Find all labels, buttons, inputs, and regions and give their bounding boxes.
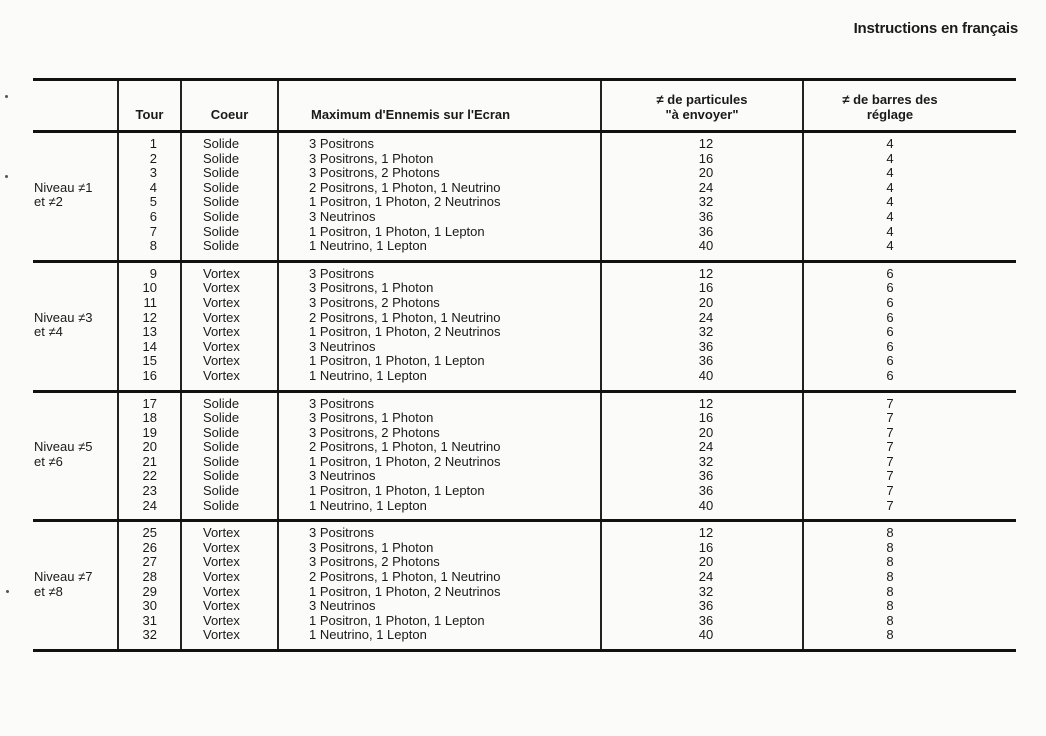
particules-value: 16 xyxy=(698,539,714,555)
ennemis-value: 3 Positrons, 1 Photon xyxy=(309,280,434,296)
particules-cell xyxy=(601,521,803,651)
tour-number: 11 xyxy=(143,294,157,310)
coeur-value: Vortex xyxy=(203,294,240,310)
tour-number: 13 xyxy=(142,324,157,340)
ennemis-value: 3 Neutrinos xyxy=(309,598,376,614)
ennemis-value: 3 Positrons xyxy=(309,136,375,151)
ennemis-value: 3 Positrons, 2 Photons xyxy=(309,424,440,440)
coeur-value: Vortex xyxy=(203,265,240,281)
header-coeur: Coeur xyxy=(181,80,278,132)
particules-value: 20 xyxy=(698,294,714,310)
barres-value: 4 xyxy=(886,179,894,195)
barres-value: 4 xyxy=(886,194,894,210)
barres-value: 6 xyxy=(886,367,894,383)
coeur-value: Solide xyxy=(203,208,240,224)
header-tour: Tour xyxy=(118,80,181,132)
header-maximum-ennemis: Maximum d'Ennemis sur l'Ecran xyxy=(278,80,601,132)
particules-cell xyxy=(601,261,803,391)
tour-number: 23 xyxy=(142,483,157,499)
particules-value: 32 xyxy=(698,583,714,599)
niveau-label: et ≠6 xyxy=(34,453,63,469)
particules-value: 24 xyxy=(698,179,714,195)
ennemis-cell xyxy=(278,261,601,391)
ennemis-value: 2 Positrons, 1 Photon, 1 Neutrino xyxy=(309,179,501,195)
coeur-value: Vortex xyxy=(203,367,240,383)
tour-number: 22 xyxy=(142,468,157,484)
barres-value: 7 xyxy=(886,483,894,499)
particules-value: 16 xyxy=(698,280,714,296)
barres-value: 8 xyxy=(886,554,894,570)
levels-table xyxy=(33,78,1016,652)
particules-value: 12 xyxy=(698,395,714,411)
barres-value: 8 xyxy=(886,525,894,541)
table-row xyxy=(33,521,1016,651)
page-title: Instructions en français xyxy=(853,20,1018,37)
barres-cell xyxy=(803,132,1016,262)
particules-value: 36 xyxy=(698,612,714,628)
coeur-value: Vortex xyxy=(203,569,240,585)
barres-value: 6 xyxy=(886,324,894,340)
tour-number: 29 xyxy=(142,583,157,599)
table-body xyxy=(33,132,1016,651)
tour-number: 21 xyxy=(142,453,157,469)
tour-number: 18 xyxy=(142,410,157,426)
niveau-label: Niveau ≠1 xyxy=(34,179,93,195)
particules-value: 12 xyxy=(698,525,714,541)
coeur-cell xyxy=(181,521,278,651)
tour-number: 28 xyxy=(142,569,157,585)
barres-value: 6 xyxy=(886,309,894,325)
coeur-value: Vortex xyxy=(203,353,240,369)
barres-value: 8 xyxy=(886,539,894,555)
coeur-value: Solide xyxy=(203,424,240,440)
ennemis-value: 1 Positron, 1 Photon, 2 Neutrinos xyxy=(309,583,501,599)
particules-value: 36 xyxy=(698,483,714,499)
tour-number: 25 xyxy=(142,525,157,541)
tour-number: 30 xyxy=(142,598,157,614)
barres-value: 7 xyxy=(886,453,894,469)
ennemis-cell xyxy=(278,132,601,262)
tour-number: 15 xyxy=(142,353,157,369)
particules-value: 36 xyxy=(698,353,714,369)
tour-number: 9 xyxy=(149,265,157,281)
ennemis-value: 3 Positrons xyxy=(309,265,375,281)
particules-value: 36 xyxy=(698,598,714,614)
particules-value: 40 xyxy=(698,238,714,254)
barres-value: 4 xyxy=(886,223,894,239)
barres-value: 8 xyxy=(886,627,894,643)
particules-value: 16 xyxy=(698,150,714,166)
coeur-value: Solide xyxy=(203,453,240,469)
barres-value: 4 xyxy=(886,238,894,254)
tour-cell xyxy=(118,391,181,521)
coeur-value: Vortex xyxy=(203,627,240,643)
particules-value: 24 xyxy=(698,309,714,325)
barres-value: 7 xyxy=(886,395,894,411)
barres-cell xyxy=(803,261,1016,391)
margin-mark xyxy=(6,590,9,593)
particules-value: 16 xyxy=(698,410,714,426)
coeur-value: Solide xyxy=(203,395,240,411)
tour-number: 1 xyxy=(149,136,157,151)
tour-number: 26 xyxy=(142,539,157,555)
ennemis-value: 2 Positrons, 1 Photon, 1 Neutrino xyxy=(309,309,501,325)
coeur-value: Vortex xyxy=(203,554,240,570)
margin-mark xyxy=(5,95,8,98)
header-particules-line: ≠ de particules xyxy=(656,92,748,107)
tour-number: 7 xyxy=(149,223,157,239)
coeur-value: Solide xyxy=(203,483,240,499)
tour-number: 19 xyxy=(142,424,157,440)
header-niveau xyxy=(33,80,118,132)
coeur-value: Solide xyxy=(203,194,240,210)
coeur-value: Solide xyxy=(203,223,240,239)
tour-number: 6 xyxy=(149,208,157,224)
particules-value: 24 xyxy=(698,569,714,585)
tour-number: 27 xyxy=(142,554,157,570)
particules-value: 32 xyxy=(698,324,714,340)
tour-cell xyxy=(118,132,181,262)
tour-number: 10 xyxy=(142,280,157,296)
ennemis-value: 1 Neutrino, 1 Lepton xyxy=(309,627,427,643)
niveau-label: Niveau ≠7 xyxy=(34,569,93,585)
barres-cell xyxy=(803,521,1016,651)
tour-cell xyxy=(118,521,181,651)
particules-value: 36 xyxy=(698,468,714,484)
ennemis-value: 3 Positrons, 1 Photon xyxy=(309,539,434,555)
barres-cell xyxy=(803,391,1016,521)
barres-value: 4 xyxy=(886,165,894,181)
barres-value: 6 xyxy=(886,353,894,369)
barres-value: 7 xyxy=(886,424,894,440)
coeur-value: Solide xyxy=(203,439,240,455)
ennemis-value: 3 Positrons xyxy=(309,525,375,541)
particules-value: 12 xyxy=(698,265,714,281)
header-barres-line: ≠ de barres des xyxy=(842,92,938,107)
tour-number: 5 xyxy=(149,194,157,210)
ennemis-value: 3 Positrons, 2 Photons xyxy=(309,554,440,570)
barres-value: 8 xyxy=(886,569,894,585)
barres-value: 6 xyxy=(886,294,894,310)
ennemis-value: 3 Neutrinos xyxy=(309,338,376,354)
barres-value: 7 xyxy=(886,439,894,455)
coeur-value: Vortex xyxy=(203,598,240,614)
barres-value: 8 xyxy=(886,612,894,628)
particules-value: 36 xyxy=(698,223,714,239)
coeur-value: Solide xyxy=(203,238,240,254)
tour-number: 2 xyxy=(149,150,157,166)
tour-number: 4 xyxy=(149,179,157,195)
ennemis-value: 1 Positron, 1 Photon, 2 Neutrinos xyxy=(309,324,501,340)
ennemis-value: 3 Positrons, 1 Photon xyxy=(309,150,434,166)
barres-value: 6 xyxy=(886,338,894,354)
coeur-cell xyxy=(181,391,278,521)
ennemis-value: 3 Neutrinos xyxy=(309,468,376,484)
barres-value: 8 xyxy=(886,598,894,614)
tour-cell xyxy=(118,261,181,391)
barres-value: 7 xyxy=(886,410,894,426)
barres-value: 7 xyxy=(886,497,894,513)
niveau-label: Niveau ≠3 xyxy=(34,309,93,325)
ennemis-value: 3 Positrons, 2 Photons xyxy=(309,294,440,310)
ennemis-value: 3 Neutrinos xyxy=(309,208,376,224)
ennemis-value: 1 Positron, 1 Photon, 1 Lepton xyxy=(309,483,485,499)
barres-value: 6 xyxy=(886,265,894,281)
ennemis-value: 1 Positron, 1 Photon, 2 Neutrinos xyxy=(309,194,501,210)
coeur-value: Vortex xyxy=(203,525,240,541)
ennemis-value: 1 Neutrino, 1 Lepton xyxy=(309,367,427,383)
tour-number: 17 xyxy=(142,395,157,411)
particules-value: 24 xyxy=(698,439,714,455)
coeur-value: Vortex xyxy=(203,539,240,555)
particules-value: 20 xyxy=(698,554,714,570)
particules-cell xyxy=(601,391,803,521)
header-barres xyxy=(803,80,1016,132)
table-row xyxy=(33,132,1016,262)
niveau-label: et ≠8 xyxy=(34,583,63,599)
header-barres-line: réglage xyxy=(866,107,914,122)
coeur-value: Vortex xyxy=(203,612,240,628)
ennemis-value: 2 Positrons, 1 Photon, 1 Neutrino xyxy=(309,439,501,455)
tour-number: 16 xyxy=(142,367,157,383)
ennemis-value: 3 Positrons xyxy=(309,395,375,411)
ennemis-value: 1 Neutrino, 1 Lepton xyxy=(309,497,427,513)
coeur-value: Vortex xyxy=(203,583,240,599)
ennemis-value: 1 Neutrino, 1 Lepton xyxy=(309,238,427,254)
header-particules xyxy=(601,80,803,132)
tour-number: 20 xyxy=(142,439,157,455)
ennemis-cell xyxy=(278,391,601,521)
particules-value: 32 xyxy=(698,194,714,210)
niveau-cell xyxy=(33,521,118,651)
particules-value: 12 xyxy=(698,136,714,151)
niveau-cell xyxy=(33,391,118,521)
coeur-value: Vortex xyxy=(203,309,240,325)
niveau-label: et ≠2 xyxy=(34,194,63,210)
particules-cell xyxy=(601,132,803,262)
tour-number: 24 xyxy=(142,497,157,513)
coeur-value: Solide xyxy=(203,179,240,195)
ennemis-value: 2 Positrons, 1 Photon, 1 Neutrino xyxy=(309,569,501,585)
particules-value: 20 xyxy=(698,424,714,440)
margin-mark xyxy=(5,175,8,178)
coeur-value: Solide xyxy=(203,468,240,484)
barres-value: 6 xyxy=(886,280,894,296)
coeur-cell xyxy=(181,132,278,262)
barres-value: 4 xyxy=(886,208,894,224)
tour-number: 14 xyxy=(142,338,157,354)
tour-number: 3 xyxy=(149,165,157,181)
niveau-label: Niveau ≠5 xyxy=(34,439,93,455)
coeur-value: Solide xyxy=(203,410,240,426)
coeur-value: Solide xyxy=(203,150,240,166)
coeur-value: Solide xyxy=(203,165,240,181)
particules-value: 40 xyxy=(698,627,714,643)
tour-number: 12 xyxy=(142,309,157,325)
particules-value: 40 xyxy=(698,497,714,513)
ennemis-value: 1 Positron, 1 Photon, 1 Lepton xyxy=(309,223,485,239)
coeur-value: Solide xyxy=(203,136,240,151)
barres-value: 4 xyxy=(886,136,894,151)
barres-value: 7 xyxy=(886,468,894,484)
tour-number: 8 xyxy=(149,238,157,254)
niveau-label: et ≠4 xyxy=(34,324,63,340)
coeur-value: Vortex xyxy=(203,338,240,354)
ennemis-value: 1 Positron, 1 Photon, 2 Neutrinos xyxy=(309,453,501,469)
table-row xyxy=(33,391,1016,521)
niveau-cell xyxy=(33,132,118,262)
coeur-value: Vortex xyxy=(203,280,240,296)
particules-value: 36 xyxy=(698,208,714,224)
particules-value: 40 xyxy=(698,367,714,383)
coeur-value: Vortex xyxy=(203,324,240,340)
barres-value: 4 xyxy=(886,150,894,166)
ennemis-value: 1 Positron, 1 Photon, 1 Lepton xyxy=(309,353,485,369)
ennemis-value: 3 Positrons, 1 Photon xyxy=(309,410,434,426)
niveau-cell xyxy=(33,261,118,391)
ennemis-value: 1 Positron, 1 Photon, 1 Lepton xyxy=(309,612,485,628)
coeur-cell xyxy=(181,261,278,391)
table-row xyxy=(33,261,1016,391)
particules-value: 20 xyxy=(698,165,714,181)
tour-number: 31 xyxy=(142,612,157,628)
tour-number: 32 xyxy=(142,627,157,643)
particules-value: 32 xyxy=(698,453,714,469)
particules-value: 36 xyxy=(698,338,714,354)
coeur-value: Solide xyxy=(203,497,240,513)
table-header-row xyxy=(33,80,1016,132)
barres-value: 8 xyxy=(886,583,894,599)
ennemis-value: 3 Positrons, 2 Photons xyxy=(309,165,440,181)
header-particules-line: "à envoyer" xyxy=(665,107,739,122)
ennemis-cell xyxy=(278,521,601,651)
